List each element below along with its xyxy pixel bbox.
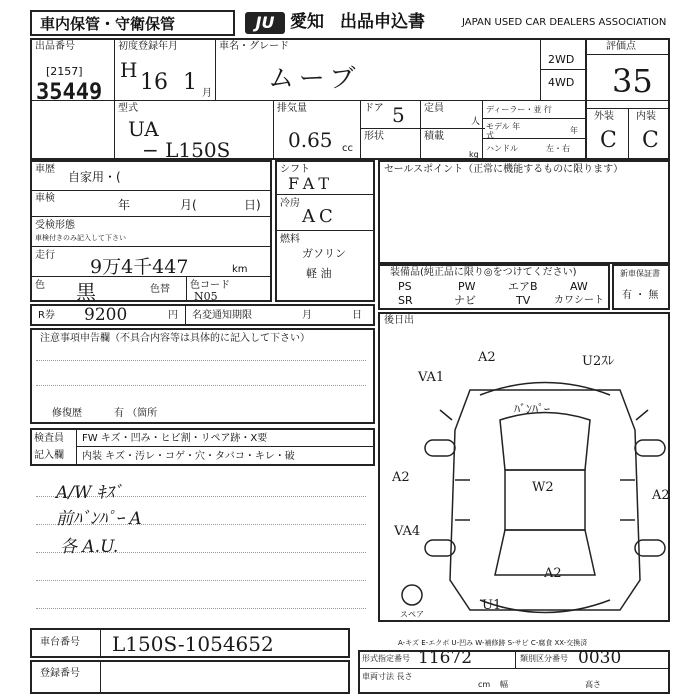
damage-mark: VA4 xyxy=(394,524,421,539)
first-reg-label: 初度登録年月 xyxy=(118,41,178,52)
mileage-label: 走行 xyxy=(35,250,55,261)
equip-navi: ナビ xyxy=(454,294,476,307)
expiry-label: 名変通知期限 xyxy=(192,310,252,321)
lot-label: 出品番号 xyxy=(35,41,75,52)
month-unit: 月 xyxy=(202,88,212,99)
load-label: 積載 xyxy=(424,131,444,142)
interior-label: 内装 xyxy=(636,111,656,122)
model-name: ムーブ xyxy=(268,64,362,94)
model-cert-value: 11672 xyxy=(418,648,473,668)
person-unit: 人 xyxy=(471,117,481,127)
reg-month: 1 xyxy=(183,70,197,95)
drive-2wd: 2WD xyxy=(548,53,575,66)
inspector-row-fw: FW キズ・凹み・ヒビ割・リペア跡・X要 xyxy=(82,433,268,444)
repair-label: 修復歴 xyxy=(52,408,82,419)
equipment-label: 装備品(純正品に限り◎をつけてください) xyxy=(390,267,577,278)
type-prefix: UA xyxy=(128,117,159,141)
r-ticket-label: R券 xyxy=(38,310,55,321)
cm-unit: cm xyxy=(478,680,491,689)
exterior-grade: C xyxy=(600,128,617,153)
damage-mark: W2 xyxy=(532,480,554,495)
shift-label: シフト xyxy=(280,164,310,175)
type-label: 型式 xyxy=(118,103,138,114)
handle-label: ハンドル xyxy=(486,144,518,153)
score: 35 xyxy=(612,62,653,100)
fuel-diesel: 軽 油 xyxy=(306,267,332,280)
inspection-month: 月( xyxy=(180,198,197,212)
handwritten-notes xyxy=(30,468,375,620)
inspection-label: 車検 xyxy=(35,193,55,204)
repair-value: 有 （箇所 xyxy=(114,408,158,419)
shape-label: 形状 xyxy=(364,131,384,142)
doors-label: ドア xyxy=(364,103,384,114)
r-ticket-value: 9200 xyxy=(84,305,128,325)
fuel-gasoline: ガソリン xyxy=(302,247,346,260)
inspector-label: 検査員 xyxy=(34,433,64,444)
chassis-value: L150S-1054652 xyxy=(112,632,274,656)
handle-value: 左・右 xyxy=(546,144,570,153)
exterior-label: 外装 xyxy=(594,111,614,122)
equip-pw: PW xyxy=(458,280,476,293)
km-unit: km xyxy=(232,264,248,275)
new-car-label: 新車保証書 xyxy=(620,269,660,278)
equip-ps: PS xyxy=(398,280,412,293)
inspection-day: 日) xyxy=(244,198,261,212)
color-code: N05 xyxy=(194,290,218,303)
displacement: 0.65 xyxy=(288,128,333,152)
damage-mark: U2ｽﾚ xyxy=(582,354,615,369)
logo-mark: JU xyxy=(255,13,275,32)
equip-sr: SR xyxy=(398,294,413,307)
inspector-row-interior: 内装 キズ・汚レ・コゲ・穴・タバコ・キレ・破 xyxy=(82,451,295,462)
score-label: 評価点 xyxy=(606,41,636,52)
history-label: 車歴 xyxy=(35,164,55,175)
height-label: 高さ xyxy=(585,680,601,689)
damage-mark: ﾊﾞﾝﾊﾟｰ xyxy=(514,402,551,416)
model-cert-label: 形式指定番号 xyxy=(362,654,410,663)
color-value: 黒 xyxy=(76,280,96,304)
doc-title: 出品申込書 xyxy=(340,12,425,32)
warranty-label: 受検形態 xyxy=(35,220,75,231)
class-value: 0030 xyxy=(578,648,622,668)
entry-label: 記入欄 xyxy=(34,450,64,461)
notes-label: 注意事項申告欄（不具合内容等は具体的に記入して下さい） xyxy=(40,333,310,344)
sales-label: セールスポイント（正常に機能するものに限ります） xyxy=(384,164,624,175)
storage-label-box xyxy=(30,10,235,36)
equip-airbag: エアB xyxy=(508,280,538,293)
year-unit: 年 xyxy=(570,126,578,135)
color-change-label: 色替 xyxy=(150,284,170,295)
lot-small-number: [2157] xyxy=(46,65,83,78)
assoc-name: JAPAN USED CAR DEALERS ASSOCIATION xyxy=(462,17,667,28)
new-car-value: 有 ・ 無 xyxy=(622,290,659,301)
aircon-label: 冷房 xyxy=(280,198,300,209)
capacity-label: 定員 xyxy=(424,103,444,114)
expiry-day: 日 xyxy=(352,310,362,321)
drive-4wd: 4WD xyxy=(548,76,575,89)
equip-aw: AW xyxy=(570,280,588,293)
width-label: 幅 xyxy=(500,680,508,689)
fuel-label: 燃料 xyxy=(280,234,300,245)
reg-year: 16 xyxy=(140,70,168,95)
sales-block xyxy=(378,160,670,264)
damage-mark: VA1 xyxy=(418,370,445,385)
shift-value: FAT xyxy=(288,174,335,193)
aircon-value: AC xyxy=(302,206,337,227)
spare-label: スペア xyxy=(400,610,424,619)
length-label: 車両寸法 長さ xyxy=(362,672,413,681)
hand-note-3: 各 A.U. xyxy=(60,537,119,557)
damage-legend: A-キズ E-エクボ U-凹み W-補修跡 S-サビ C-腐食 XX-交換済 xyxy=(398,639,588,647)
damage-mark: A2 xyxy=(544,566,562,581)
history-block xyxy=(30,160,272,302)
dealer-label: ディーラー・並 行 xyxy=(486,105,552,114)
type-code: − L150S xyxy=(142,138,231,162)
warranty-note: 車検付きのみ記入して下さい xyxy=(35,234,126,242)
ju-logo xyxy=(245,12,285,34)
history-value: 自家用・( xyxy=(68,170,121,184)
color-code-label: 色コード xyxy=(190,280,230,291)
inspection-year: 年 xyxy=(118,198,131,212)
lot-number: 35449 xyxy=(36,80,103,105)
class-label: 類別区分番号 xyxy=(520,654,568,663)
rear-label: 後日出 xyxy=(384,315,414,326)
displacement-label: 排気量 xyxy=(277,103,307,114)
interior-grade: C xyxy=(642,128,659,153)
yen-unit: 円 xyxy=(168,310,178,321)
equip-seat: カワシート xyxy=(554,295,604,306)
model-year-label: モデル 年式 xyxy=(486,122,521,140)
expiry-month: 月 xyxy=(302,310,312,321)
hand-note-2: 前ﾊﾞﾝﾊﾟｰ A xyxy=(56,509,142,529)
storage-label: 車内保管・守衛保管 xyxy=(40,15,176,33)
new-car-warranty xyxy=(612,264,670,310)
model-name-label: 車名・グレード xyxy=(219,41,289,52)
cc-unit: cc xyxy=(342,143,353,154)
damage-mark: A2 xyxy=(652,488,670,503)
era: H xyxy=(120,58,138,82)
equip-tv: TV xyxy=(516,294,531,307)
equipment-grid xyxy=(382,280,608,308)
org-name: 愛知 xyxy=(290,12,324,32)
color-label: 色 xyxy=(35,280,45,291)
kg-unit: kg xyxy=(469,150,479,159)
registration-label: 登録番号 xyxy=(40,668,80,679)
damage-mark: A2 xyxy=(392,470,410,485)
damage-mark: A2 xyxy=(478,350,496,365)
mileage: 9万4千447 xyxy=(90,256,189,278)
rear-block xyxy=(378,312,670,622)
damage-mark: U1 xyxy=(482,598,502,613)
chassis-label: 車台番号 xyxy=(40,637,80,648)
hand-note-1: A/W ｷｽﾞ xyxy=(56,483,123,503)
doors: 5 xyxy=(392,103,405,127)
